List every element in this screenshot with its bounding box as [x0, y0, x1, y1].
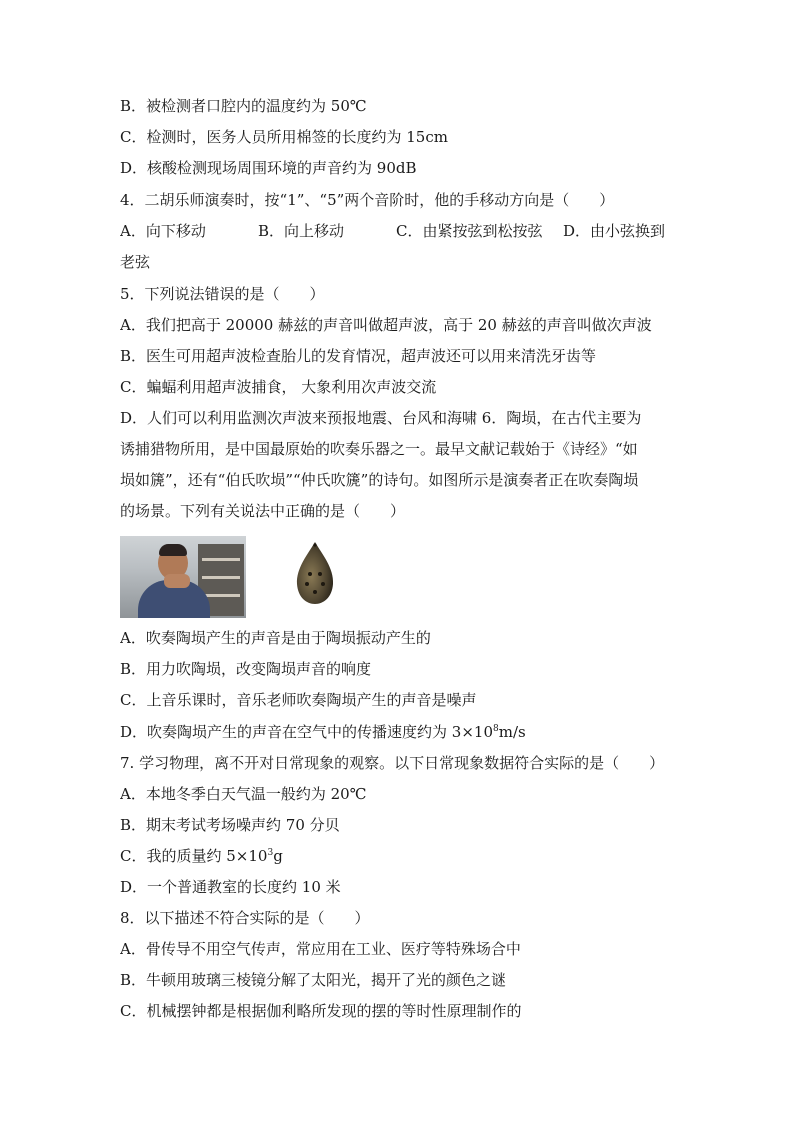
q8-option-c: C．机械摆钟都是根据伽利略所发现的摆的等时性原理制作的 — [120, 1002, 522, 1020]
q4-option-b: B．向上移动 — [258, 222, 345, 240]
q6-option-b: B．用力吹陶埙，改变陶埙声音的响度 — [120, 660, 372, 678]
question-6-line-2: 诱捕猎物所用，是中国最原始的吹奏乐器之一。最早文献记载始于《诗经》“如 — [120, 440, 638, 458]
player-hands — [164, 574, 190, 588]
q6-option-d-text: D．吹奏陶埙产生的声音在空气中的传播速度约为 3×10 — [120, 723, 493, 741]
q8-option-a: A．骨传导不用空气传声，常应用在工业、医疗等特殊场合中 — [120, 940, 521, 958]
xun-instrument-image — [290, 540, 340, 606]
question-4: 4．二胡乐师演奏时，按“1”、“5”两个音阶时，他的手移动方向是（ ） — [120, 191, 615, 209]
q4-option-c: C．由紧按弦到松按弦 — [396, 222, 543, 240]
question-6-line-3: 埙如篪”，还有“伯氏吹埙”“仲氏吹篪”的诗句。如图所示是演奏者正在吹奏陶埙 — [120, 471, 639, 489]
q3-option-b: B．被检测者口腔内的温度约为 50℃ — [120, 97, 367, 115]
q7-option-c-text: C．我的质量约 5×10 — [120, 847, 268, 865]
q6-option-d — [120, 722, 680, 742]
q4-option-d-wrap: 老弦 — [120, 253, 151, 271]
q4-option-a: A．向下移动 — [120, 222, 206, 240]
question-5: 5．下列说法错误的是（ ） — [120, 285, 325, 303]
q3-option-d: D．核酸检测现场周围环境的声音约为 90dB — [120, 159, 417, 177]
question-7: 7. 学习物理，离不开对日常现象的观察。以下日常现象数据符合实际的是（ ） — [120, 754, 665, 772]
xun-player-photo — [120, 536, 246, 618]
q7-option-a: A．本地冬季白天气温一般约为 20℃ — [120, 785, 367, 803]
q3-option-c: C．检测时，医务人员所用棉签的长度约为 15cm — [120, 128, 448, 146]
q7-option-d: D．一个普通教室的长度约 10 米 — [120, 878, 341, 896]
q5-option-a: A．我们把高于 20000 赫兹的声音叫做超声波，高于 20 赫兹的声音叫做次声波 — [120, 316, 652, 334]
q6-option-a: A．吹奏陶埙产生的声音是由于陶埙振动产生的 — [120, 629, 431, 647]
q5-option-b: B．医生可用超声波检查胎儿的发育情况，超声波还可以用来清洗牙齿等 — [120, 347, 597, 365]
q4-option-d: D．由小弦换到 — [563, 222, 666, 240]
question-6-line-4: 的场景。下列有关说法中正确的是（ ） — [120, 502, 406, 520]
q7-option-c-exponent: 3 — [267, 848, 274, 858]
q6-option-d-unit: m/s — [498, 723, 526, 741]
q6-option-d-exponent: 8 — [493, 724, 499, 734]
q8-option-b: B．牛顿用玻璃三棱镜分解了太阳光，揭开了光的颜色之谜 — [120, 971, 507, 989]
question-8: 8．以下描述不符合实际的是（ ） — [120, 909, 370, 927]
q6-option-c: C．上音乐课时，音乐老师吹奏陶埙产生的声音是噪声 — [120, 691, 477, 709]
q7-option-b: B．期末考试考场噪声约 70 分贝 — [120, 816, 340, 834]
q7-option-c-unit: g — [273, 847, 283, 865]
q7-option-c — [120, 846, 680, 866]
q5-option-d-q6-start: D．人们可以利用监测次声波来预报地震、台风和海啸 6．陶埙，在古代主要为 — [120, 409, 642, 427]
player-hair — [159, 544, 187, 556]
q5-option-c: C．蝙蝠利用超声波捕食， 大象利用次声波交流 — [120, 378, 437, 396]
q4-options — [120, 221, 680, 241]
